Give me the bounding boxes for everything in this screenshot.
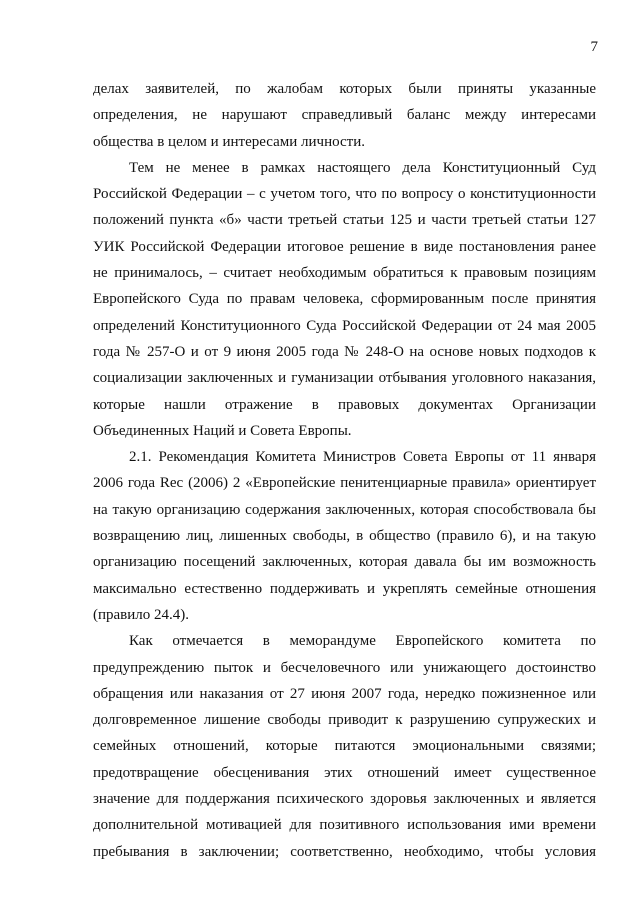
text-line: на такую организацию содержания заключенных, которая способствовала бы [93, 501, 596, 518]
text-line: года № 257-О и от 9 июня 2005 года № 248-О на основе новых подходов к [93, 343, 596, 360]
text-line: Как отмечается в меморандуме Европейского комитета по [129, 633, 596, 650]
text-line: семейных отношений, которые питаются эмоциональными связями; [93, 738, 596, 755]
text-line: предотвращение обесценивания этих отношений имеет существенное [93, 764, 596, 781]
page-number: 7 [590, 39, 598, 55]
text-line: определений Конституционного Суда Российской Федерации от 24 мая 2005 [93, 317, 596, 334]
text-line: не принималось, – считает необходимым обратиться к правовым позициям [93, 265, 596, 282]
text-line: которые нашли отражение в правовых документах Организации [93, 396, 596, 413]
text-line: определения, не нарушают справедливый баланс между интересами [93, 107, 596, 124]
text-line: значение для поддержания психического здоровья заключенных и является [93, 791, 596, 808]
text-line: организацию посещений заключенных, которая давала бы им возможность [93, 554, 596, 571]
text-line: делах заявителей, по жалобам которых были приняты указанные [93, 81, 596, 97]
text-line: общества в целом и интересами личности. [93, 133, 365, 150]
text-line: максимально естественно поддерживать и укреплять семейные отношения [93, 580, 596, 597]
text-line: возвращению лиц, лишенных свободы, в общество (правило 6), и на такую [93, 528, 596, 545]
text-line: Европейского Суда по правам человека, сформированным после принятия [93, 291, 596, 308]
text-line: долговременное лишение свободы приводит к разрушению супружеских и [93, 712, 596, 729]
text-line: Объединенных Наций и Совета Европы. [93, 422, 352, 439]
text-line: 2.1. Рекомендация Комитета Министров Совета Европы от 11 января [129, 449, 596, 466]
paragraph-3 [93, 444, 596, 628]
paragraph-4 [93, 628, 596, 865]
text-line: 2006 года Rec (2006) 2 «Европейские пенитенциарные правила» ориентирует [93, 475, 596, 492]
text-line: Тем не менее в рамках настоящего дела Конституционный Суд [129, 159, 596, 176]
document-body [93, 76, 596, 865]
text-line: пребывания в заключении; соответственно, необходимо, чтобы условия [93, 843, 596, 860]
paragraph-2 [93, 155, 596, 444]
text-line: УИК Российской Федерации итоговое решение в виде постановления ранее [93, 238, 596, 255]
text-line: предупреждению пыток и бесчеловечного или унижающего достоинство [93, 659, 596, 676]
text-line: обращения или наказания от 27 июня 2007 года, нередко пожизненное или [93, 685, 596, 702]
text-line: социализации заключенных и гуманизации отбывания уголовного наказания, [93, 370, 596, 387]
text-line: (правило 24.4). [93, 606, 190, 623]
text-line: Российской Федерации – с учетом того, что по вопросу о конституционности [93, 186, 596, 203]
text-line: дополнительной мотивацией для позитивного использования ими времени [93, 817, 596, 834]
paragraph-1 [93, 76, 596, 155]
text-line: положений пункта «б» части третьей статьи 125 и части третьей статьи 127 [93, 212, 596, 229]
